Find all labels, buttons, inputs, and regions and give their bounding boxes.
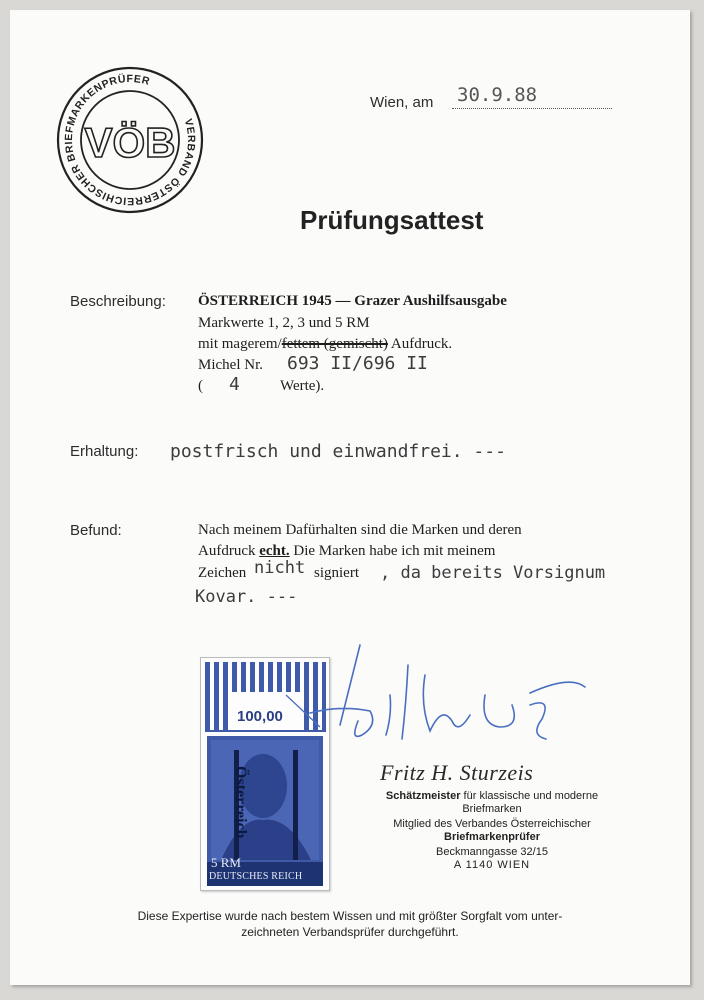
date-underline xyxy=(452,108,612,109)
findings-not-insert: nicht xyxy=(254,558,306,578)
findings-line-3-c: , da bereits Vorsignum xyxy=(380,563,606,583)
findings-line-2: Aufdruck echt. Die Marken habe ich mit meinem xyxy=(198,543,496,559)
count-open-paren: ( xyxy=(198,378,203,394)
findings-line-3-b: signiert xyxy=(314,565,359,581)
michel-number: 693 II/696 II xyxy=(287,353,428,374)
findings-line-1: Nach meinem Dafürhalten sind die Marken und deren xyxy=(198,522,522,538)
stamp-face-value: 5 RM xyxy=(211,855,241,870)
page-title: Prüfungsattest xyxy=(300,205,484,235)
certificate-date: 30.9.88 xyxy=(457,84,538,106)
findings-label: Befund: xyxy=(70,522,122,539)
handwritten-signature xyxy=(280,635,610,755)
place-label: Wien, am xyxy=(370,94,434,111)
findings-line-3-a: Zeichen xyxy=(198,565,247,581)
condition-label: Erhaltung: xyxy=(70,443,139,460)
genuine-verdict: echt. xyxy=(259,543,290,559)
overprint-type-struck: fettem (gemischt) xyxy=(281,336,388,352)
disclaimer: Diese Expertise wurde nach bestem Wissen und mit größter Sorgfalt vom unter- zeichneten Verbandsprüfer durchgeführt. xyxy=(137,909,563,939)
seal-monogram: VÖB xyxy=(84,119,176,166)
examiner-address: Beckmanngasse 32/15 A 1140 WIEN xyxy=(436,846,548,871)
stamp-overprint: Österreich xyxy=(232,766,249,839)
michel-label: Michel Nr. xyxy=(198,357,263,373)
voeb-seal xyxy=(55,65,205,215)
count-suffix: Werte). xyxy=(280,378,325,394)
findings-line-4: Kovar. --- xyxy=(195,587,298,607)
description-label: Beschreibung: xyxy=(70,293,166,310)
examiner-title: Schätzmeister für klassische und moderne Briefmarken xyxy=(385,790,599,815)
value-count: 4 xyxy=(229,374,240,395)
description-line-3 xyxy=(198,336,452,353)
seal-ring-text: VERBAND ÖSTERREICHISCHER BRIEFMARKENPRÜFER xyxy=(62,72,198,208)
overprint-suffix: Aufdruck. xyxy=(387,336,453,352)
overprint-type-thin: mit magerem/ xyxy=(198,336,282,352)
examiner-membership: Mitglied des Verbandes Österreichischer Briefmarkenprüfer xyxy=(393,818,591,843)
description-line-2: Markwerte 1, 2, 3 und 5 RM xyxy=(198,315,370,331)
certificate-sheet xyxy=(10,10,690,985)
description-line-1: ÖSTERREICH 1945 — Grazer Aushilfsausgabe xyxy=(198,293,507,309)
condition-value: postfrisch und einwandfrei. --- xyxy=(170,441,506,462)
sheet-margin-value: 100,00 xyxy=(237,708,283,725)
examiner-signature-name: Fritz H. Sturzeis xyxy=(380,760,534,785)
stamp-country: DEUTSCHES REICH xyxy=(209,871,303,882)
